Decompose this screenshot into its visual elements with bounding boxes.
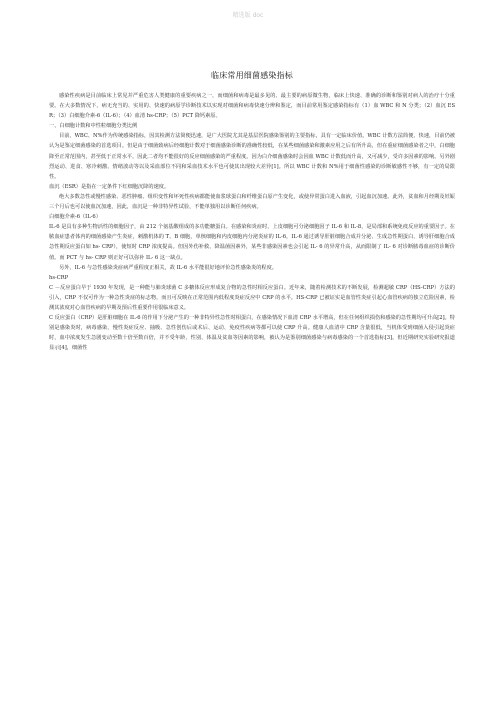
watermark: 精选版 doc	[232, 12, 264, 19]
page-title: 临床常用细菌感染指标	[211, 71, 293, 80]
paragraph: IL-6 是具有多种生物活性的细胞因子，由 212 个氨基酸组成的多功能糖蛋白。在感染和炎症时，上皮细胞可分泌细胞因子 IL-6 和 IL-8，是局部和系统免疫反应的重要因子。在脓血症患者体内的细菌感染产生炎症，刺激机体的 T、B 细胞，单核细胞和内皮细胞内分泌炎症的 IL-6，IL-6 通过诱导肝脏细胞合成并分泌、生成急性期蛋白、诱导肝细胞合成急性期反应蛋白如 hs- CRP），使短时 CRP 浓度提高。但因外伤补救、降温菌因素外，某些非感染因素也会引起 IL- 6 的异常升高，从而限制了 IL- 6 对诊断脓毒血症的诊断价值。而 PCT 与 hs- CRP 则正好可以弥补 IL- 6 这一缺点。	[49, 224, 455, 261]
document-page	[49, 70, 455, 353]
paragraph: 另外，IL-6 与急性感染炎症病严重程度正相关，故 IL-6 水平能很好地评价急性感染炎的程度。	[59, 264, 277, 271]
paragraph: C 反应蛋白（CRP）是肝脏细胞在 IL-6 的作用下分泌产生的一种非特异性急性时相蛋白，在感染情况下血清 CRP 水平增高，但在任何组织损伤和感染的急性期均可升高[2]。特别是感染炎时，病毒感染，慢性炎症反应、抽吸、急性创伤后或术后、运动、免疫性疾病等都可以使 CRP 升高。健康人血清中 CRP 含量很低，当机体受到细菌入侵引起炎症时，血中浓度发生急剧变动至数十倍至数百倍，并不受年龄、性别、体温及贫血等因素的影响，被认为是鉴别细菌感染与病毒感染的一个首选指标[3]。但近期研究实验研究报道显示[4]，细菌性	[49, 315, 455, 352]
paragraph: 目前，WBC、N%作为传统感染指标，因其检测方法简便迅速，是广大医院尤其是基层医院感染鉴别的主要指标，具有一定临床价值。WBC 计数方法简便、快速，目前仍被认为是鉴定细菌感染的首选项目。但是由于细菌致病后经细胞计数对于细菌感染诊断的准确性较低，在某些细菌感染和激素应用之后有所升高，但在重症细菌感染者之中，白细胞降至正常范围内，甚至低于正常水平，因此二者均不能很好的反应细菌感染的严重程度。因为白介细菌感染时会因血 WBC 计数低而升高，又可减少，受许多因素的影响。另外剧烈运动、进食、寒冷刺激、情绪波动等以及采血部位不同和采血技术水平也可使其出现较大差异[1]。所以 WBC 计数和 N%用于细菌性感染的诊断敏感性不够，有一定的局限性。	[49, 133, 455, 180]
paragraph: 绝大多数急性或慢性感染、恶性肿瘤、组织变性和坏死性疾病都能使血浆球蛋白和纤维蛋白原产生变化，或使异常蛋白进入血液，引起血沉加速。此外，贫血和月经期及妊娠三个月后也可以使血沉加速，因此，血沉是一种非特异性试验，不能单独用以诊断任何疾病。	[49, 193, 455, 211]
section-heading: 一、白细胞计数和中性粒细胞分类比例	[49, 123, 138, 130]
paragraph: C －反应蛋白早于 1930 年发现，是一种能与肺炎球菌 C 多糖体反应形成复合物的急性时相反应蛋白。近年来，随着检测技术的不断发展，检测超敏 CRP（HS-CRP）方法的引入，CRP 不仅可作为一种急性炎症的标志物，而且可反映在正常范围内低程度炎症反应中 CRP 的水平。HS-CRP 已被证实是血管性炎症引起心血管疾病的独立危险因素，检测其浓度对心血管疾病的早期及预后性重要作用很临床意义。	[49, 284, 455, 311]
document-body	[49, 91, 455, 353]
paragraph: 感染性疾病是目前临床上常见并严重危害人类健康的重要疾病之一，而细菌和病毒是最多见的、最主要的病原微生物，临床上快速、准确的诊断和鉴别对病人的治疗十分重要。在大多数情况下，病无充当的、实用的、快速的病原学诊断技术以实现对细菌和病毒快速分辨和鉴定，而目前常用鉴定感染指标有（1）血 WBC 和 N 分类；（2）血沉 ESR；（3）白细胞介素-6（IL-6）；（4）血清 hs-CRP；（5）PCT 降钙素原。	[49, 93, 455, 120]
section-heading: 血沉（ESR）是指在一定条件下红细胞沉降的速度。	[49, 183, 170, 190]
section-heading: 白细胞介素-6（IL-6）	[49, 214, 101, 221]
section-heading: hs-CRP	[49, 274, 69, 281]
